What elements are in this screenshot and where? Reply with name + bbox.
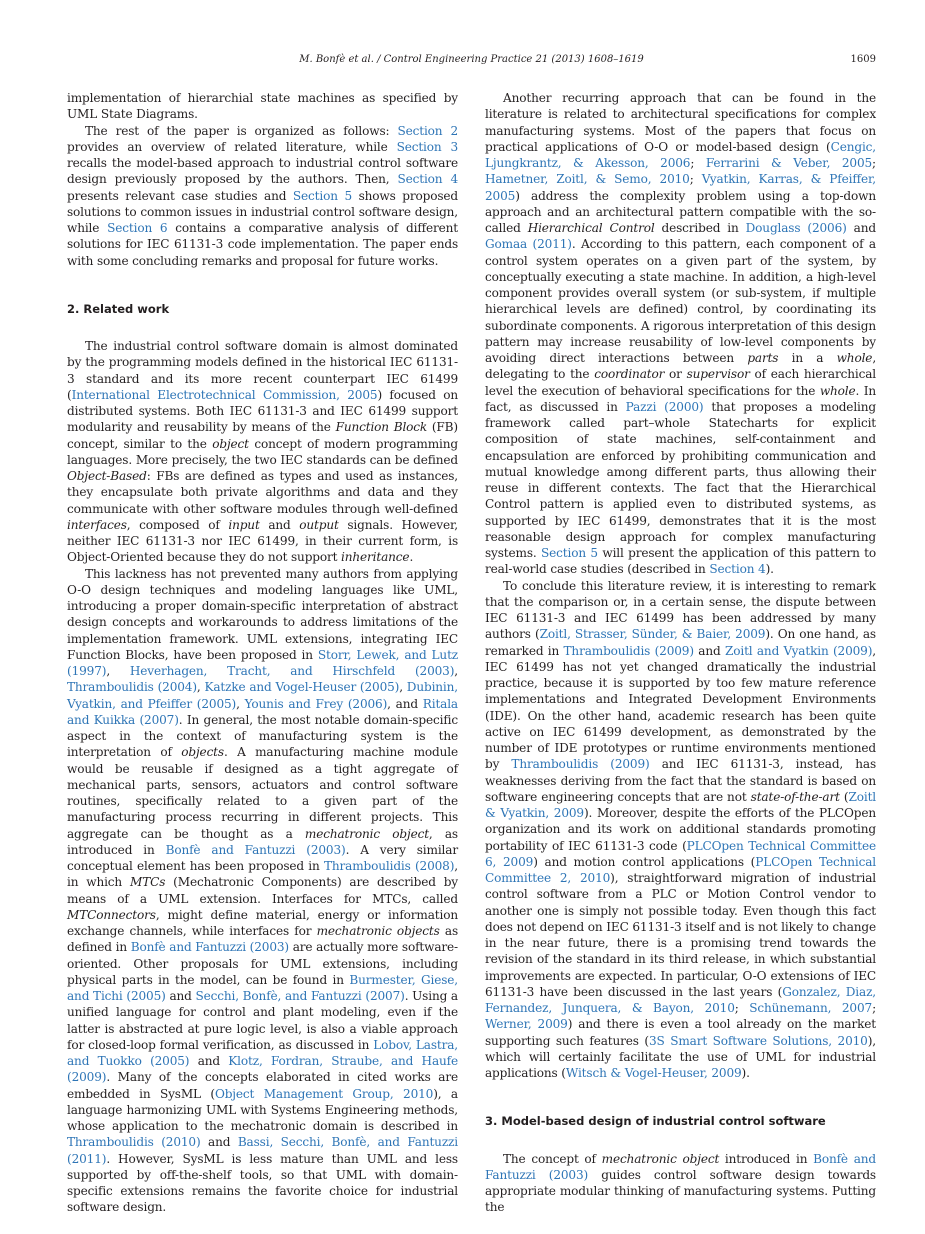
left-column xyxy=(67,90,458,1216)
citation-link[interactable]: Werner, 2009 xyxy=(485,1017,568,1032)
citation-link[interactable]: Heverhagen, Tracht, and Hirschfeld (2003) xyxy=(129,664,455,678)
section-heading-model-based-design: 3. Model-based design of industrial control software xyxy=(485,1114,826,1129)
citation-link[interactable]: Storr, Lewek, and Lutz (1997) xyxy=(67,647,458,678)
citation-link[interactable]: Zoitl and Vyatkin (2009) xyxy=(724,643,873,658)
citation-link[interactable]: International Electrotechnical Commission, 2005 xyxy=(71,387,378,402)
right-column xyxy=(485,90,876,1216)
citation-link[interactable]: Younis and Frey (2006) xyxy=(244,696,388,711)
citation-link[interactable]: PLCOpen Technical Committee 6, 2009 xyxy=(485,838,876,869)
citation-link[interactable]: Ferrarini & Veber, 2005 xyxy=(705,156,873,170)
citation-link[interactable]: Bonfè and Fantuzzi (2003) xyxy=(130,940,289,955)
citation-link[interactable]: Gomaa (2011) xyxy=(485,237,572,252)
running-head xyxy=(67,54,876,70)
ref-section-5[interactable]: Section 5 xyxy=(292,188,352,203)
citation-link[interactable]: Schünemann, 2007 xyxy=(749,1001,873,1015)
citation-link[interactable]: Thramboulidis (2009) xyxy=(511,757,650,772)
citation-link[interactable]: Cengic, Ljungkrantz, & Akesson, 2006 xyxy=(485,139,876,170)
citation-link[interactable]: 3S Smart Software Solutions, 2010 xyxy=(648,1033,868,1048)
citation-link[interactable]: Thramboulidis (2009) xyxy=(563,643,694,658)
ref-section-6[interactable]: Section 6 xyxy=(107,221,168,235)
ref-section-2[interactable]: Section 2 xyxy=(397,123,458,138)
paragraph: This lackness has not prevented many authors from applying O-O design techniques and modeling languages like UML, introducing a proper domain-specific interpretation of abstract design concepts and workarounds to address limitations of the implementation framework. UML extensions, integrating IEC Function Blocks, have been proposed in Storr, Lewek, and Lutz (1997), Heverhagen, Tracht, and Hirschfeld (2003), Thramboulidis (2004), Katzke and Vogel-Heuser (2005), Dubinin, Vyatkin, and Pfeiffer (2005), Younis and Frey (2006), and Ritala and Kuikka (2007). In general, the most notable domain-specific aspect in the context of manufacturing system is the interpretation of objects. A manufacturing machine module would be reusable if designed as a tight aggregate of mechanical parts, sensors, actuators and control software routines, specifically related to a given part of the manufacturing process recurring in different projects. This aggregate can be thought as a mechatronic object, as introduced in Bonfè and Fantuzzi (2003). A very similar conceptual element has been proposed in Thramboulidis (2008), in which MTCs (Mechatronic Components) are described by means of a UML extension. Interfaces for MTCs, called MTConnectors, might define material, energy or information exchange channels, while interfaces for mechatronic objects as defined in Bonfè and Fantuzzi (2003) are actually more software-oriented. Other proposals for UML extensions, including physical parts in the model, can be found in Burmester, Giese, and Tichi (2005) and Secchi, Bonfè, and Fantuzzi (2007). Using a unified language for control and plant modeling, even if the latter is abstracted at pure logic level, is also a viable approach for closed-loop formal verification, as discussed in Lobov, Lastra, and Tuokko (2005) and Klotz, Fordran, Straube, and Haufe (2009). Many of the concepts elaborated in cited works are embedded in SysML (Object Management Group, 2010), a language harmonizing UML with Systems Engineering methods, whose application to the mechatronic domain is described in Thramboulidis (2010) and Bassi, Secchi, Bonfè, and Fantuzzi (2011). However, SysML is less mature than UML and less supported by off-the-shelf tools, so that UML with domain-specific extensions remains the favorite choice for industrial software design. xyxy=(67,566,459,1215)
citation-link[interactable]: Katzke and Vogel-Heuser (2005) xyxy=(204,680,400,695)
citation-link[interactable]: Object Management Group, 2010 xyxy=(214,1086,434,1101)
citation-link[interactable]: Bassi, Secchi, Bonfè, and Fantuzzi (2011) xyxy=(67,1135,458,1166)
ref-section-3[interactable]: Section 3 xyxy=(396,139,459,154)
page-number: 1609 xyxy=(850,54,876,65)
paragraph: To conclude this literature review, it is interesting to remark that the comparison or, in a certain sense, the dispute between IEC 61131-3 and IEC 61499 has been addressed by many authors (Zoitl, Strasser, Sünder, & Baier, 2009). On one hand, as remarked in Thramboulidis (2009) and Zoitl and Vyatkin (2009), IEC 61499 has not yet changed dramatically the industrial practice, because it is supported by too few mature reference implementations and Integrated Development Environments (IDE). On the other hand, academic research has been quite active on IEC 61499 development, as demonstrated by the number of IDE prototypes or runtime environments mentioned by Thramboulidis (2009) and IEC 61131-3, instead, has weaknesses deriving from the fact that the standard is based on software engineering concepts that are not state-of-the-art (Zoitl & Vyatkin, 2009). Moreover, despite the efforts of the PLCOpen organization and its work on additional standards promoting portability of IEC 61131-3 code (PLCOpen Technical Committee 6, 2009) and motion control applications (PLCOpen Technical Committee 2, 2010), straightforward migration of industrial control software from a PLC or Motion Control vendor to another one is simply not possible today. Even though this fact does not depend on IEC 61131-3 itself and is not likely to change in the near future, there is a promising trend towards the revision of the standard in its third release, in which substantial improvements are expected. In particular, O-O extensions of IEC 61131-3 have been discussed in the last years (Gonzalez, Diaz, Fernandez, Junquera, & Bayon, 2010; Schünemann, 2007; Werner, 2009) and there is even a tool already on the market supporting such features (3S Smart Software Solutions, 2010), which will certainly facilitate the use of UML for industrial applications (Witsch & Vogel-Heuser, 2009). xyxy=(485,578,877,1080)
citation-link[interactable]: Douglass (2006) xyxy=(745,221,847,235)
citation-link[interactable]: Witsch & Vogel-Heuser, 2009 xyxy=(565,1066,742,1080)
citation-link[interactable]: Thramboulidis (2008) xyxy=(323,859,455,873)
citation-link[interactable]: Pazzi (2000) xyxy=(625,399,704,414)
citation-link[interactable]: Thramboulidis (2010) xyxy=(67,1135,201,1150)
citation-link[interactable]: Thramboulidis (2004) xyxy=(67,680,197,695)
citation-link[interactable]: Zoitl & Vyatkin, 2009 xyxy=(485,789,877,820)
ref-section-4[interactable]: Section 4 xyxy=(709,562,766,577)
paragraph: Another recurring approach that can be found in the literature is related to architectural specifications for complex manufacturing systems. Most of the papers that focus on practical applications of O-O or model-based design (Cengic, Ljungkrantz, & Akesson, 2006; Ferrarini & Veber, 2005; Hametner, Zoitl, & Semo, 2010; Vyatkin, Karras, & Pfeiffer, 2005) address the complexity problem using a top-down approach and an architectural pattern compatible with the so-called Hierarchical Control described in Douglass (2006) and Gomaa (2011). According to this pattern, each component of a control system operates on a given part of the system, by conceptually executing a state machine. In addition, a high-level component provides overall system (or sub-system, if multiple hierarchical levels are defined) control, by coordinating its subordinate components. A rigorous interpretation of this design pattern may increase reusability of low-level components by avoiding direct interactions between parts in a whole, delegating to the coordinator or supervisor of each hierarchical level the execution of behavioral specifications for the whole. In fact, as discussed in Pazzi (2000) that proposes a modeling framework called part–whole Statecharts for explicit composition of state machines, self-containment and encapsulation are enforced by prohibiting communication and mutual knowledge among different parts, thus allowing their reuse in different contexts. The fact that the Hierarchical Control pattern is applied even to distributed systems, as supported by IEC 61499, demonstrates that it is the most reasonable design approach for complex manufacturing systems. Section 5 will present the application of this pattern to real-world case studies (described in Section 4). xyxy=(485,91,877,577)
citation-link[interactable]: Klotz, Fordran, Straube, and Haufe (2009) xyxy=(67,1054,458,1085)
ref-section-5[interactable]: Section 5 xyxy=(541,546,598,560)
citation-link[interactable]: Hametner, Zoitl, & Semo, 2010 xyxy=(485,172,690,187)
citation-link[interactable]: Bonfè and Fantuzzi (2003) xyxy=(485,1151,876,1182)
citation-link[interactable]: PLCOpen Technical Committee 2, 2010 xyxy=(485,854,876,885)
citation-link[interactable]: Gonzalez, Diaz, Fernandez, Junquera, & Bayon, 2010 xyxy=(485,984,876,1015)
paragraph: The industrial control software domain is almost dominated by the programming models defined in the historical IEC 61131-3 standard and its more recent counterpart IEC 61499 (International Electrotechnical Commission, 2005) focused on distributed systems. Both IEC 61131-3 and IEC 61499 support modularity and reusability by means of the Function Block (FB) concept, similar to the object concept of modern programming languages. More precisely, the two IEC standards can be defined Object-Based: FBs are defined as types and used as instances, they encapsulate both private algorithms and data and they communicate with other software modules through well-defined interfaces, composed of input and output signals. However, neither IEC 61131-3 nor IEC 61499, in their current form, is Object-Oriented because they do not support inheritance. xyxy=(67,339,458,565)
paragraph: The concept of mechatronic object introduced in Bonfè and Fantuzzi (2003) guides control software design towards appropriate modular thinking of manufacturing systems. Putting the xyxy=(485,1151,876,1215)
citation-link[interactable]: Lobov, Lastra, and Tuokko (2005) xyxy=(67,1037,458,1068)
citation-link[interactable]: Secchi, Bonfè, and Fantuzzi (2007) xyxy=(195,989,405,1003)
section-heading-related-work: 2. Related work xyxy=(67,301,170,316)
citation-link[interactable]: Burmester, Giese, and Tichi (2005) xyxy=(67,972,458,1003)
citation-link[interactable]: Dubinin, Vyatkin, and Pfeiffer (2005) xyxy=(67,680,458,711)
ref-section-4[interactable]: Section 4 xyxy=(397,172,459,187)
journal-citation: M. Bonfè et al. / Control Engineering Practice 21 (2013) 1608–1619 xyxy=(299,54,644,65)
citation-link[interactable]: Ritala and Kuikka (2007) xyxy=(67,696,458,727)
citation-link[interactable]: Bonfè and Fantuzzi (2003) xyxy=(165,842,346,857)
citation-link[interactable]: Vyatkin, Karras, & Pfeiffer, 2005 xyxy=(485,172,877,203)
paragraph: implementation of hierarchial state machines as specified by UML State Diagrams. xyxy=(67,91,458,122)
paragraph: The rest of the paper is organized as follows: Section 2 provides an overview of related literature, while Section 3 recalls the model-based approach to industrial control software design previously proposed by the authors. Then, Section 4 presents relevant case studies and Section 5 shows proposed solutions to common issues in industrial control software design, while Section 6 contains a comparative analysis of different solutions for IEC 61131-3 code implementation. The paper ends with some concluding remarks and proposal for future works. xyxy=(67,123,459,268)
citation-link[interactable]: Zoitl, Strasser, Sünder, & Baier, 2009 xyxy=(539,627,766,642)
